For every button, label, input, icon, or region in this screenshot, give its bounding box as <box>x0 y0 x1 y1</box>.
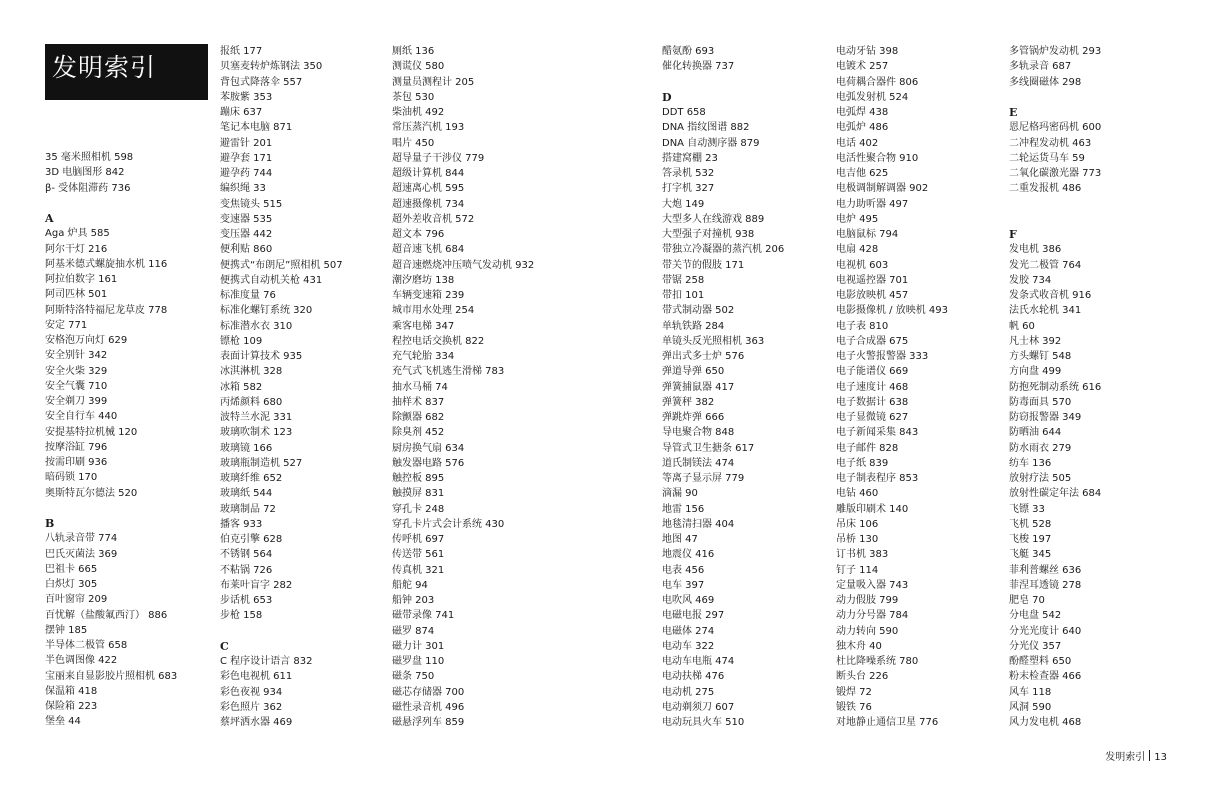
index-entry: 磁性录音机 496 <box>392 701 465 713</box>
index-entry: 帆 60 <box>1009 320 1035 332</box>
index-entry: 苯胺紫 353 <box>220 91 273 103</box>
index-entry: 百忧解（盐酸氟西汀） 886 <box>45 609 168 621</box>
index-entry: 超速摄像机 734 <box>392 198 465 210</box>
index-entry: 电子邮件 828 <box>836 442 899 454</box>
index-entry: 巴氏灭菌法 369 <box>45 548 118 560</box>
index-entry: 电子表 810 <box>836 320 889 332</box>
section-letter: F <box>1009 228 1017 241</box>
index-entry: 磁悬浮列车 859 <box>392 717 465 728</box>
index-entry: 雕版印刷术 140 <box>836 503 909 515</box>
index-entry: 电话 402 <box>836 137 879 149</box>
index-entry: 步话机 653 <box>220 595 273 606</box>
index-entry: 发条式收音机 916 <box>1009 290 1092 301</box>
index-entry: 钉子 114 <box>836 564 879 576</box>
index-entry: 锻铁 76 <box>836 701 872 713</box>
index-column-4 <box>662 44 832 730</box>
index-entry: 冰箱 582 <box>220 381 263 393</box>
index-entry: 单轨铁路 284 <box>662 320 725 332</box>
index-entry: 测谎仪 580 <box>392 61 445 73</box>
index-entry: 保温箱 418 <box>45 685 98 697</box>
index-entry: 杜比降噪系统 780 <box>836 656 919 667</box>
index-entry: 堡垒 44 <box>45 716 81 728</box>
index-entry: 安定 771 <box>45 319 88 331</box>
index-entry: 传送带 561 <box>392 549 445 561</box>
index-entry: 磁罗 874 <box>392 625 435 637</box>
index-entry: 催化转换器 737 <box>662 61 735 73</box>
section-gap <box>1009 212 1179 227</box>
index-entry: 多线圈磁体 298 <box>1009 76 1082 88</box>
index-entry: 厨房换气扇 634 <box>392 442 465 454</box>
index-entry: 电动剃须刀 607 <box>662 701 735 713</box>
index-entry: 大型多人在线游戏 889 <box>662 213 765 225</box>
index-entry: 电镀术 257 <box>836 61 889 73</box>
index-entry: 保险箱 223 <box>45 701 98 712</box>
index-entry: 防窃报警器 349 <box>1009 412 1082 423</box>
index-entry: 变速器 535 <box>220 213 273 225</box>
index-entry: 电吹风 469 <box>662 595 715 606</box>
index-entry: 醋氨酚 693 <box>662 46 715 57</box>
index-entry: 定量吸入器 743 <box>836 579 909 591</box>
index-entry: 电弧焊 438 <box>836 107 889 118</box>
index-entry: 电荷耦合器件 806 <box>836 76 919 88</box>
page-number: 13 <box>1154 752 1167 763</box>
index-entry: 镖枪 109 <box>220 335 263 347</box>
index-entry: DNA 自动测序器 879 <box>662 137 760 149</box>
index-entry: 冰淇淋机 328 <box>220 366 283 378</box>
index-entry: 弹跳炸弹 666 <box>662 412 725 423</box>
index-entry: 风力发电机 468 <box>1009 717 1082 728</box>
index-entry: 笔记本电脑 871 <box>220 122 293 134</box>
section-letter: D <box>662 90 672 104</box>
index-entry: 风洞 590 <box>1009 701 1052 713</box>
index-entry: 搭建窝棚 23 <box>662 152 718 164</box>
index-entry: 防毒面具 570 <box>1009 396 1072 408</box>
index-entry: 磁芯存储器 700 <box>392 686 465 698</box>
index-entry: 抽样术 837 <box>392 396 445 408</box>
index-entry: 恩尼格玛密码机 600 <box>1009 122 1102 134</box>
index-entry: 菲利普螺丝 636 <box>1009 564 1082 576</box>
index-entry: 电力助听器 497 <box>836 198 909 210</box>
index-entry: 动力转向 590 <box>836 625 899 637</box>
index-entry: 分电盘 542 <box>1009 610 1062 622</box>
index-entry: 传呼机 697 <box>392 534 445 545</box>
index-entry: 磁罗盘 110 <box>392 656 445 667</box>
index-entry: 便携式自动机关枪 431 <box>220 274 323 286</box>
index-entry: 飞梭 197 <box>1009 534 1052 545</box>
index-entry: 安全剃刀 399 <box>45 396 108 407</box>
index-entry: 安提基特拉机械 120 <box>45 426 138 438</box>
index-entry: 飞镖 33 <box>1009 503 1045 515</box>
index-entry: 肥皂 70 <box>1009 595 1045 606</box>
index-entry: 玻璃纸 544 <box>220 488 273 500</box>
index-entry: 步枪 158 <box>220 610 263 622</box>
index-entry: 电扇 428 <box>836 244 879 256</box>
index-entry: 摆钟 185 <box>45 624 88 636</box>
index-entry: 弹簧秤 382 <box>662 396 715 408</box>
index-entry: 标准化螺钉系统 320 <box>220 305 313 317</box>
section-gap <box>45 501 215 516</box>
index-entry: 电吉他 625 <box>836 168 889 179</box>
index-entry: 玻璃吹制术 123 <box>220 427 293 439</box>
index-entry: 贝塞麦转炉炼钢法 350 <box>220 61 323 73</box>
index-entry: 超文本 796 <box>392 229 445 240</box>
index-entry: 穿孔卡片式会计系统 430 <box>392 518 505 530</box>
section-letter: A <box>45 212 54 225</box>
index-entry: 标准潜水衣 310 <box>220 320 293 332</box>
index-entry: 巴祖卡 665 <box>45 563 98 575</box>
index-entry: 电动玩具火车 510 <box>662 717 745 728</box>
index-entry: 对地静止通信卫星 776 <box>836 717 939 728</box>
index-entry: 阿尔干灯 216 <box>45 243 108 255</box>
index-entry: 常压蒸汽机 193 <box>392 122 465 134</box>
index-entry: 分光仪 357 <box>1009 640 1062 652</box>
index-entry: 玻璃瓶制造机 527 <box>220 457 303 469</box>
index-entry: 唱片 450 <box>392 137 435 149</box>
index-entry: 等离子显示屏 779 <box>662 473 745 484</box>
index-entry: 蔡坪洒水器 469 <box>220 717 293 728</box>
index-entry: 二轮运货马车 59 <box>1009 152 1085 164</box>
section-gap <box>45 196 215 211</box>
index-entry: 动力假肢 799 <box>836 595 899 606</box>
index-entry: 阿斯特洛特福尼龙草皮 778 <box>45 304 168 316</box>
index-entry: 电动扶梯 476 <box>662 671 725 683</box>
index-entry: 大型强子对撞机 938 <box>662 229 755 240</box>
index-entry: 二重发报机 486 <box>1009 183 1082 195</box>
index-entry: 百叶窗帘 209 <box>45 594 108 606</box>
index-entry: 电子纸 839 <box>836 457 889 469</box>
index-entry: DNA 指纹图谱 882 <box>662 122 750 134</box>
index-entry: 避雷针 201 <box>220 137 273 149</box>
index-entry: 波特兰水泥 331 <box>220 412 293 423</box>
index-entry: 二氧化碳激光器 773 <box>1009 168 1102 179</box>
section-gap <box>1009 197 1179 212</box>
index-entry: 地图 47 <box>662 534 698 545</box>
index-entry: 测量员测程计 205 <box>392 76 475 88</box>
index-entry: 安全自行车 440 <box>45 411 118 423</box>
index-entry: Aga 炉具 585 <box>45 228 110 240</box>
index-entry: 八轨录音带 774 <box>45 533 118 545</box>
index-entry: 抽水马桶 74 <box>392 381 448 393</box>
index-entry: 电活性聚合物 910 <box>836 152 919 164</box>
index-entry: 避孕套 171 <box>220 152 273 164</box>
index-entry: 便携式“布朗尼”照相机 507 <box>220 259 343 271</box>
index-entry: 地毯清扫器 404 <box>662 518 735 530</box>
index-entry: 变压器 442 <box>220 229 273 240</box>
index-entry: 导电聚合物 848 <box>662 427 735 439</box>
index-entry: 电动机 275 <box>662 686 715 698</box>
index-entry: 电子新闻采集 843 <box>836 427 919 439</box>
index-entry: 潮汐磨坊 138 <box>392 274 455 286</box>
index-entry: 电磁电报 297 <box>662 610 725 622</box>
index-entry: 蹦床 637 <box>220 107 263 118</box>
index-entry: 彩色夜视 934 <box>220 686 283 698</box>
index-entry: 茶包 530 <box>392 91 435 103</box>
index-entry: 标准度量 76 <box>220 290 276 301</box>
section-letter: B <box>45 517 55 530</box>
index-entry: 答录机 532 <box>662 168 715 179</box>
index-entry: 电炉 495 <box>836 213 879 225</box>
index-entry: 按摩浴缸 796 <box>45 441 108 453</box>
index-entry: C 程序设计语言 832 <box>220 656 313 667</box>
index-column-2 <box>220 44 390 730</box>
index-entry: 超音速燃烧冲压喷气发动机 932 <box>392 259 535 271</box>
index-entry: 不锈钢 564 <box>220 549 273 561</box>
index-entry: 滴漏 90 <box>662 488 698 500</box>
index-entry: 电表 456 <box>662 564 705 576</box>
index-entry: 带独立冷凝器的蒸汽机 206 <box>662 244 785 256</box>
index-entry: 方向盘 499 <box>1009 366 1062 378</box>
index-entry: DDT 658 <box>662 107 706 118</box>
index-entry: 带式制动器 502 <box>662 305 735 317</box>
index-entry: 超速离心机 595 <box>392 183 465 195</box>
index-entry: 彩色照片 362 <box>220 701 283 713</box>
index-entry: 丙烯颜料 680 <box>220 396 283 408</box>
section-gap <box>1009 90 1179 105</box>
index-entry: 纺车 136 <box>1009 457 1052 469</box>
index-entry: 风车 118 <box>1009 686 1052 698</box>
index-entry: 电动车 322 <box>662 640 715 652</box>
index-entry: 菲涅耳透镜 278 <box>1009 579 1082 591</box>
index-entry: 订书机 383 <box>836 549 889 561</box>
index-entry: 电影摄像机 / 放映机 493 <box>836 305 948 317</box>
page-title: 发明索引 <box>45 44 208 100</box>
index-entry: 超外差收音机 572 <box>392 213 475 225</box>
section-letter: E <box>1009 106 1018 119</box>
index-entry: 带扣 101 <box>662 290 705 301</box>
index-column-3 <box>392 44 562 730</box>
index-entry: 阿基米德式螺旋抽水机 116 <box>45 258 168 270</box>
index-entry: 充气轮胎 334 <box>392 351 455 362</box>
index-entry: 弹出式多士炉 576 <box>662 351 745 362</box>
index-entry: 程控电话交换机 822 <box>392 335 485 347</box>
index-entry: 触发器电路 576 <box>392 457 465 469</box>
index-entry: 安全气囊 710 <box>45 380 108 392</box>
footer-separator <box>1149 750 1150 761</box>
index-entry: 便利贴 860 <box>220 244 273 256</box>
index-entry: 超音速飞机 684 <box>392 244 465 256</box>
index-entry: 播客 933 <box>220 518 263 530</box>
index-entry: 3D 电脑图形 842 <box>45 167 125 179</box>
index-entry: 弹道导弹 650 <box>662 366 725 378</box>
index-entry: 打字机 327 <box>662 183 715 195</box>
index-entry: 布莱叶盲字 282 <box>220 579 293 591</box>
index-entry: 安格泡万向灯 629 <box>45 335 128 346</box>
index-entry: 发电机 386 <box>1009 244 1062 256</box>
index-entry: 磁条 750 <box>392 671 435 683</box>
index-entry: 道氏制镁法 474 <box>662 457 735 469</box>
index-entry: 35 毫米照相机 598 <box>45 152 134 163</box>
index-entry: 宝丽来自显影胶片照相机 683 <box>45 670 178 682</box>
index-entry: 白炽灯 305 <box>45 579 98 590</box>
index-entry: 除臭剂 452 <box>392 427 445 439</box>
index-entry: 多管锅炉发动机 293 <box>1009 46 1102 57</box>
index-entry: 阿拉伯数字 161 <box>45 274 118 285</box>
index-entry: 防抱死制动系统 616 <box>1009 381 1102 393</box>
index-entry: 单镜头反光照相机 363 <box>662 335 765 347</box>
index-entry: 电视遥控器 701 <box>836 274 909 286</box>
index-entry: 厕纸 136 <box>392 46 435 57</box>
index-entry: 飞机 528 <box>1009 518 1052 530</box>
index-entry: 防水雨衣 279 <box>1009 442 1072 454</box>
index-entry: 电动车电瓶 474 <box>662 656 735 667</box>
index-entry: 触控板 895 <box>392 473 445 484</box>
index-entry: 电极调制解调器 902 <box>836 183 929 195</box>
index-entry: 柴油机 492 <box>392 107 445 118</box>
index-entry: 电影放映机 457 <box>836 290 909 301</box>
index-entry: 传真机 321 <box>392 564 445 576</box>
section-letter: C <box>220 639 229 653</box>
index-entry: 二冲程发动机 463 <box>1009 137 1092 149</box>
index-entry: 多轨录音 687 <box>1009 61 1072 73</box>
index-entry: 安全别针 342 <box>45 350 108 362</box>
index-entry: 电磁体 274 <box>662 625 715 637</box>
index-entry: 发光二极管 764 <box>1009 259 1082 271</box>
index-entry: 电弧炉 486 <box>836 122 889 134</box>
index-entry: 电视机 603 <box>836 259 889 271</box>
index-entry: 断头台 226 <box>836 671 889 683</box>
index-entry: 电子能谱仪 669 <box>836 366 909 378</box>
index-entry: 电弧发射机 524 <box>836 91 909 103</box>
index-entry: 带关节的假肢 171 <box>662 259 745 271</box>
index-entry: 弹簧捕鼠器 417 <box>662 381 735 393</box>
index-entry: 玻璃纤维 652 <box>220 473 283 484</box>
index-entry: 酚醛塑料 650 <box>1009 656 1072 667</box>
index-entry: 电子显微镜 627 <box>836 412 909 423</box>
index-entry: 磁带录像 741 <box>392 610 455 622</box>
index-entry: β- 受体阻滞药 736 <box>45 182 131 194</box>
index-entry: 电子合成器 675 <box>836 335 909 347</box>
index-entry: 充气式飞机逃生滑梯 783 <box>392 366 505 378</box>
index-entry: 电脑鼠标 794 <box>836 229 899 240</box>
index-entry: 避孕药 744 <box>220 168 273 179</box>
index-entry: 船舵 94 <box>392 579 428 591</box>
index-entry: 凡士林 392 <box>1009 335 1062 347</box>
index-entry: 防晒油 644 <box>1009 427 1062 439</box>
index-entry: 大炮 149 <box>662 198 705 210</box>
index-entry: 背包式降落伞 557 <box>220 76 303 88</box>
index-column-5 <box>836 44 1006 730</box>
footer-label: 发明索引 <box>1105 752 1146 763</box>
index-entry: 粉末检查器 466 <box>1009 671 1082 683</box>
index-entry: 放射疗法 505 <box>1009 473 1072 484</box>
index-entry: 分光光度计 640 <box>1009 625 1082 637</box>
index-entry: 按需印刷 936 <box>45 457 108 468</box>
index-entry: 伯克引擎 628 <box>220 534 283 545</box>
index-entry: 安全火柴 329 <box>45 365 108 377</box>
index-entry: 除颤器 682 <box>392 412 445 423</box>
index-entry: 磁力计 301 <box>392 640 445 652</box>
index-entry: 飞艇 345 <box>1009 549 1052 561</box>
index-entry: 电子速度计 468 <box>836 381 909 393</box>
index-column-6 <box>1009 44 1179 730</box>
index-entry: 超导量子干涉仪 779 <box>392 152 485 164</box>
index-entry: 玻璃制品 72 <box>220 503 276 515</box>
section-gap <box>662 75 832 90</box>
index-entry: 地震仪 416 <box>662 549 715 561</box>
index-entry: 电子火警报警器 333 <box>836 351 929 362</box>
index-entry: 车辆变速箱 239 <box>392 290 465 301</box>
index-entry: 半色调图像 422 <box>45 655 118 667</box>
index-entry: 吊床 106 <box>836 518 879 530</box>
index-entry: 编织绳 33 <box>220 183 266 195</box>
index-entry: 玻璃镜 166 <box>220 442 273 454</box>
index-entry: 触摸屏 831 <box>392 488 445 500</box>
index-entry: 电子数据计 638 <box>836 396 909 408</box>
index-entry: 独木舟 40 <box>836 640 882 652</box>
index-entry: 吊桥 130 <box>836 534 879 545</box>
index-entry: 方头螺钉 548 <box>1009 351 1072 362</box>
index-entry: 不粘锅 726 <box>220 564 273 576</box>
section-gap <box>220 624 390 639</box>
index-entry: 船钟 203 <box>392 595 435 606</box>
index-entry: 暗码锁 170 <box>45 472 98 484</box>
index-entry: 动力分号器 784 <box>836 610 909 622</box>
index-entry: 电动牙钻 398 <box>836 46 899 57</box>
index-entry: 导管式卫生搪条 617 <box>662 442 755 454</box>
index-entry: 电钻 460 <box>836 488 879 500</box>
index-entry: 彩色电视机 611 <box>220 671 293 683</box>
index-entry: 奥斯特瓦尔德法 520 <box>45 487 138 499</box>
index-entry: 报纸 177 <box>220 46 263 57</box>
index-column-1 <box>45 150 215 730</box>
index-entry: 法氏水轮机 341 <box>1009 305 1082 317</box>
index-entry: 超级计算机 844 <box>392 168 465 179</box>
index-entry: 放射性碳定年法 684 <box>1009 488 1102 500</box>
index-entry: 表面计算技术 935 <box>220 351 303 362</box>
index-entry: 电车 397 <box>662 579 705 591</box>
index-entry: 城市用水处理 254 <box>392 305 475 317</box>
index-entry: 穿孔卡 248 <box>392 503 445 515</box>
page-footer <box>1105 748 1167 763</box>
index-entry: 锻焊 72 <box>836 686 872 698</box>
index-entry: 阿司匹林 501 <box>45 289 108 301</box>
index-entry: 地雷 156 <box>662 503 705 515</box>
index-entry: 变焦镜头 515 <box>220 198 283 210</box>
index-entry: 发胶 734 <box>1009 274 1052 286</box>
index-entry: 带锯 258 <box>662 274 705 286</box>
index-entry: 电子制表程序 853 <box>836 473 919 484</box>
index-entry: 乘客电梯 347 <box>392 320 455 332</box>
index-entry: 半导体二极管 658 <box>45 640 128 651</box>
